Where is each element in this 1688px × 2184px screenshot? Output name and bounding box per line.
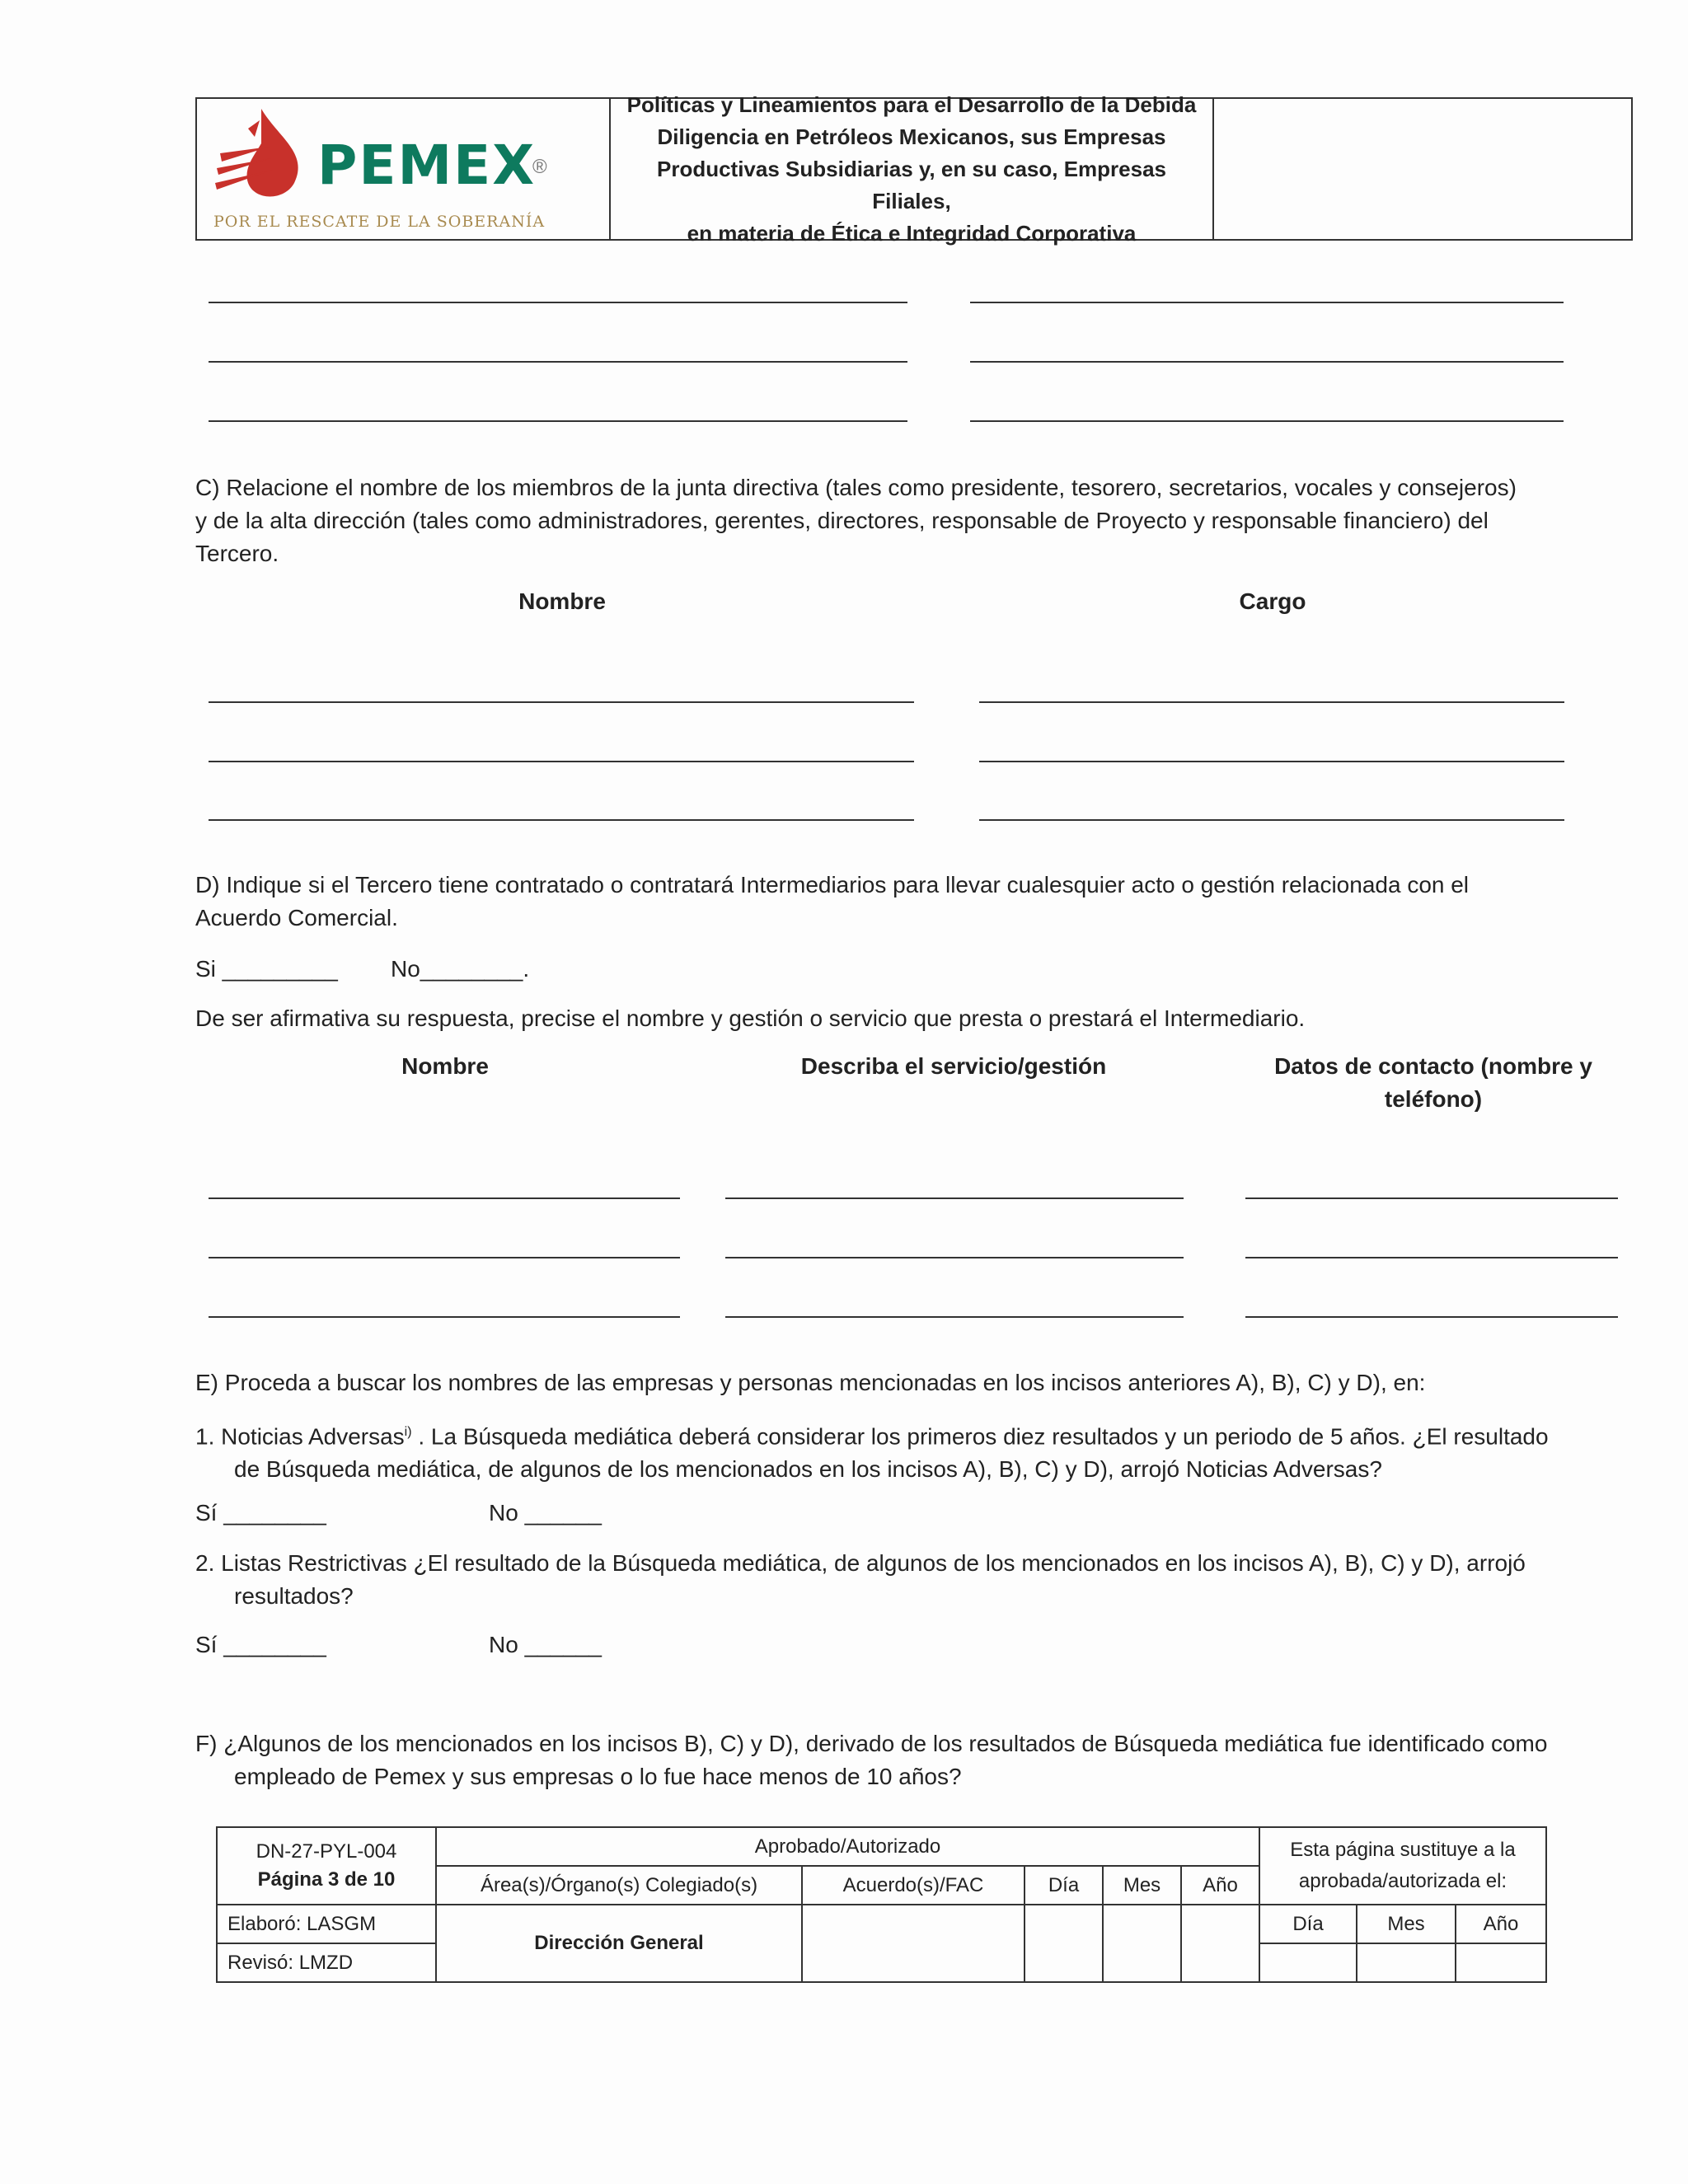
- no-answer-field[interactable]: No________.: [391, 956, 530, 982]
- document-code-cell: DN-27-PYL-004 Página 3 de 10: [217, 1827, 436, 1905]
- logo-wordmark: PEMEX: [317, 134, 537, 197]
- section-e-item-1: 1. Noticias Adversas$^{i)}$ . La Búsqueda mediática deberá considerar los primeros diez resultados y un periodo de 5 años. ¿El resultado de Búsqueda mediática, de algunos de los mencionados en los incisos A), B), C) y D), arrojó Noticias Adversas?: [195, 1423, 1549, 1483]
- acuerdo-header: Acuerdo(s)/FAC: [802, 1866, 1025, 1905]
- si-answer-field[interactable]: Si _________: [195, 956, 338, 982]
- blank-line[interactable]: [209, 819, 914, 821]
- section-d-followup: De ser afirmativa su respuesta, precise el nombre y gestión o servicio que presta o prestará el Intermediario.: [195, 1005, 1306, 1031]
- approved-header: Aprobado/Autorizado: [436, 1827, 1259, 1866]
- section-c-text: C) Relacione el nombre de los miembros de la junta directiva (tales como presidente, tesorero, secretarios, vocales y consejeros) y de la alta dirección (tales como administradores, gerentes, directores, responsable de Proyecto y responsable financiero) del Tercero.: [195, 475, 1517, 566]
- section-e-intro: E) Proceda a buscar los nombres de las empresas y personas mencionadas en los incisos anteriores A), B), C) y D), en:: [195, 1370, 1426, 1395]
- si-answer-field[interactable]: Sí ________: [195, 1500, 326, 1526]
- footer-control-table: [216, 1826, 1547, 1983]
- blank-line[interactable]: [970, 361, 1564, 363]
- blank-line[interactable]: [209, 302, 907, 303]
- anio-header: Año: [1181, 1866, 1259, 1905]
- logo-cell: [197, 99, 609, 239]
- blank-line[interactable]: [209, 1257, 680, 1258]
- sust-anio-header: Año: [1456, 1905, 1546, 1943]
- area-header: Área(s)/Órgano(s) Colegiado(s): [436, 1866, 802, 1905]
- column-header-servicio: Describa el servicio/gestión: [800, 1053, 1107, 1079]
- mes-value-cell: [1103, 1905, 1181, 1982]
- blank-line[interactable]: [1245, 1316, 1618, 1318]
- blank-line[interactable]: [979, 701, 1564, 703]
- no-answer-field[interactable]: No ______: [489, 1632, 603, 1657]
- dia-header: Día: [1025, 1866, 1103, 1905]
- column-header-contacto: Datos de contacto (nombre y teléfono): [1274, 1053, 1592, 1112]
- reviso-cell: Revisó: LMZD: [217, 1943, 436, 1982]
- elaboro-cell: Elaboró: LASGM: [217, 1905, 436, 1943]
- column-header-nombre: Nombre: [401, 1053, 489, 1079]
- sustituye-cell: Esta página sustituye a la aprobada/autorizada el:: [1259, 1827, 1546, 1905]
- blank-line[interactable]: [209, 761, 914, 762]
- dia-value-cell: [1025, 1905, 1103, 1982]
- sust-mes-value: [1357, 1943, 1456, 1982]
- blank-line[interactable]: [209, 420, 907, 422]
- no-answer-field[interactable]: No ______: [489, 1500, 603, 1526]
- section-f-text: F) ¿Algunos de los mencionados en los incisos B), C) y D), derivado de los resultados de Búsqueda mediática fue identificado como empleado de Pemex y sus empresas o lo fue hace menos de 10 años?: [195, 1731, 1548, 1789]
- registered-mark: ®: [532, 156, 547, 178]
- si-answer-field[interactable]: Sí ________: [195, 1632, 326, 1657]
- blank-line[interactable]: [979, 761, 1564, 762]
- blank-line[interactable]: [209, 1197, 680, 1199]
- anio-value-cell: [1181, 1905, 1259, 1982]
- section-d-text: D) Indique si el Tercero tiene contratado o contratará Intermediarios para llevar cualesquier acto o gestión relacionada con el Acuerdo Comercial.: [195, 872, 1470, 930]
- blank-line[interactable]: [970, 420, 1564, 422]
- logo-tagline: POR EL RESCATE DE LA SOBERANÍA: [213, 213, 546, 231]
- blank-line[interactable]: [1245, 1197, 1618, 1199]
- column-header-cargo: Cargo: [1239, 588, 1306, 614]
- acuerdo-value-cell: [802, 1905, 1025, 1982]
- document-header: [195, 91, 1633, 246]
- sust-dia-header: Día: [1259, 1905, 1357, 1943]
- mes-header: Mes: [1103, 1866, 1181, 1905]
- blank-line[interactable]: [725, 1197, 1184, 1199]
- document-title: Políticas y Lineamientos para el Desarrollo de la Debida Diligencia en Petróleos Mexicanos, sus Empresas Productivas Subsidiarias y, en su caso, Empresas Filiales, en materia de Ética e Integridad Corporativa: [626, 91, 1197, 246]
- sust-dia-value: [1259, 1943, 1357, 1982]
- blank-line[interactable]: [725, 1316, 1184, 1318]
- pemex-eagle-logo: [212, 104, 319, 203]
- blank-line[interactable]: [1245, 1257, 1618, 1258]
- section-e-item-2: 2. Listas Restrictivas ¿El resultado de la Búsqueda mediática, de algunos de los mencionados en los incisos A), B), C) y D), arrojó resultados?: [195, 1550, 1526, 1609]
- sust-mes-header: Mes: [1357, 1905, 1456, 1943]
- blank-line[interactable]: [209, 1316, 680, 1318]
- direccion-cell: Dirección General: [436, 1905, 802, 1982]
- blank-line[interactable]: [209, 701, 914, 703]
- blank-line[interactable]: [979, 819, 1564, 821]
- blank-line[interactable]: [970, 302, 1564, 303]
- blank-line[interactable]: [725, 1257, 1184, 1258]
- column-header-nombre: Nombre: [518, 588, 606, 614]
- sust-anio-value: [1456, 1943, 1546, 1982]
- footnote-marker: i): [404, 1425, 412, 1439]
- document-title-cell: [609, 91, 1214, 246]
- blank-line[interactable]: [209, 361, 907, 363]
